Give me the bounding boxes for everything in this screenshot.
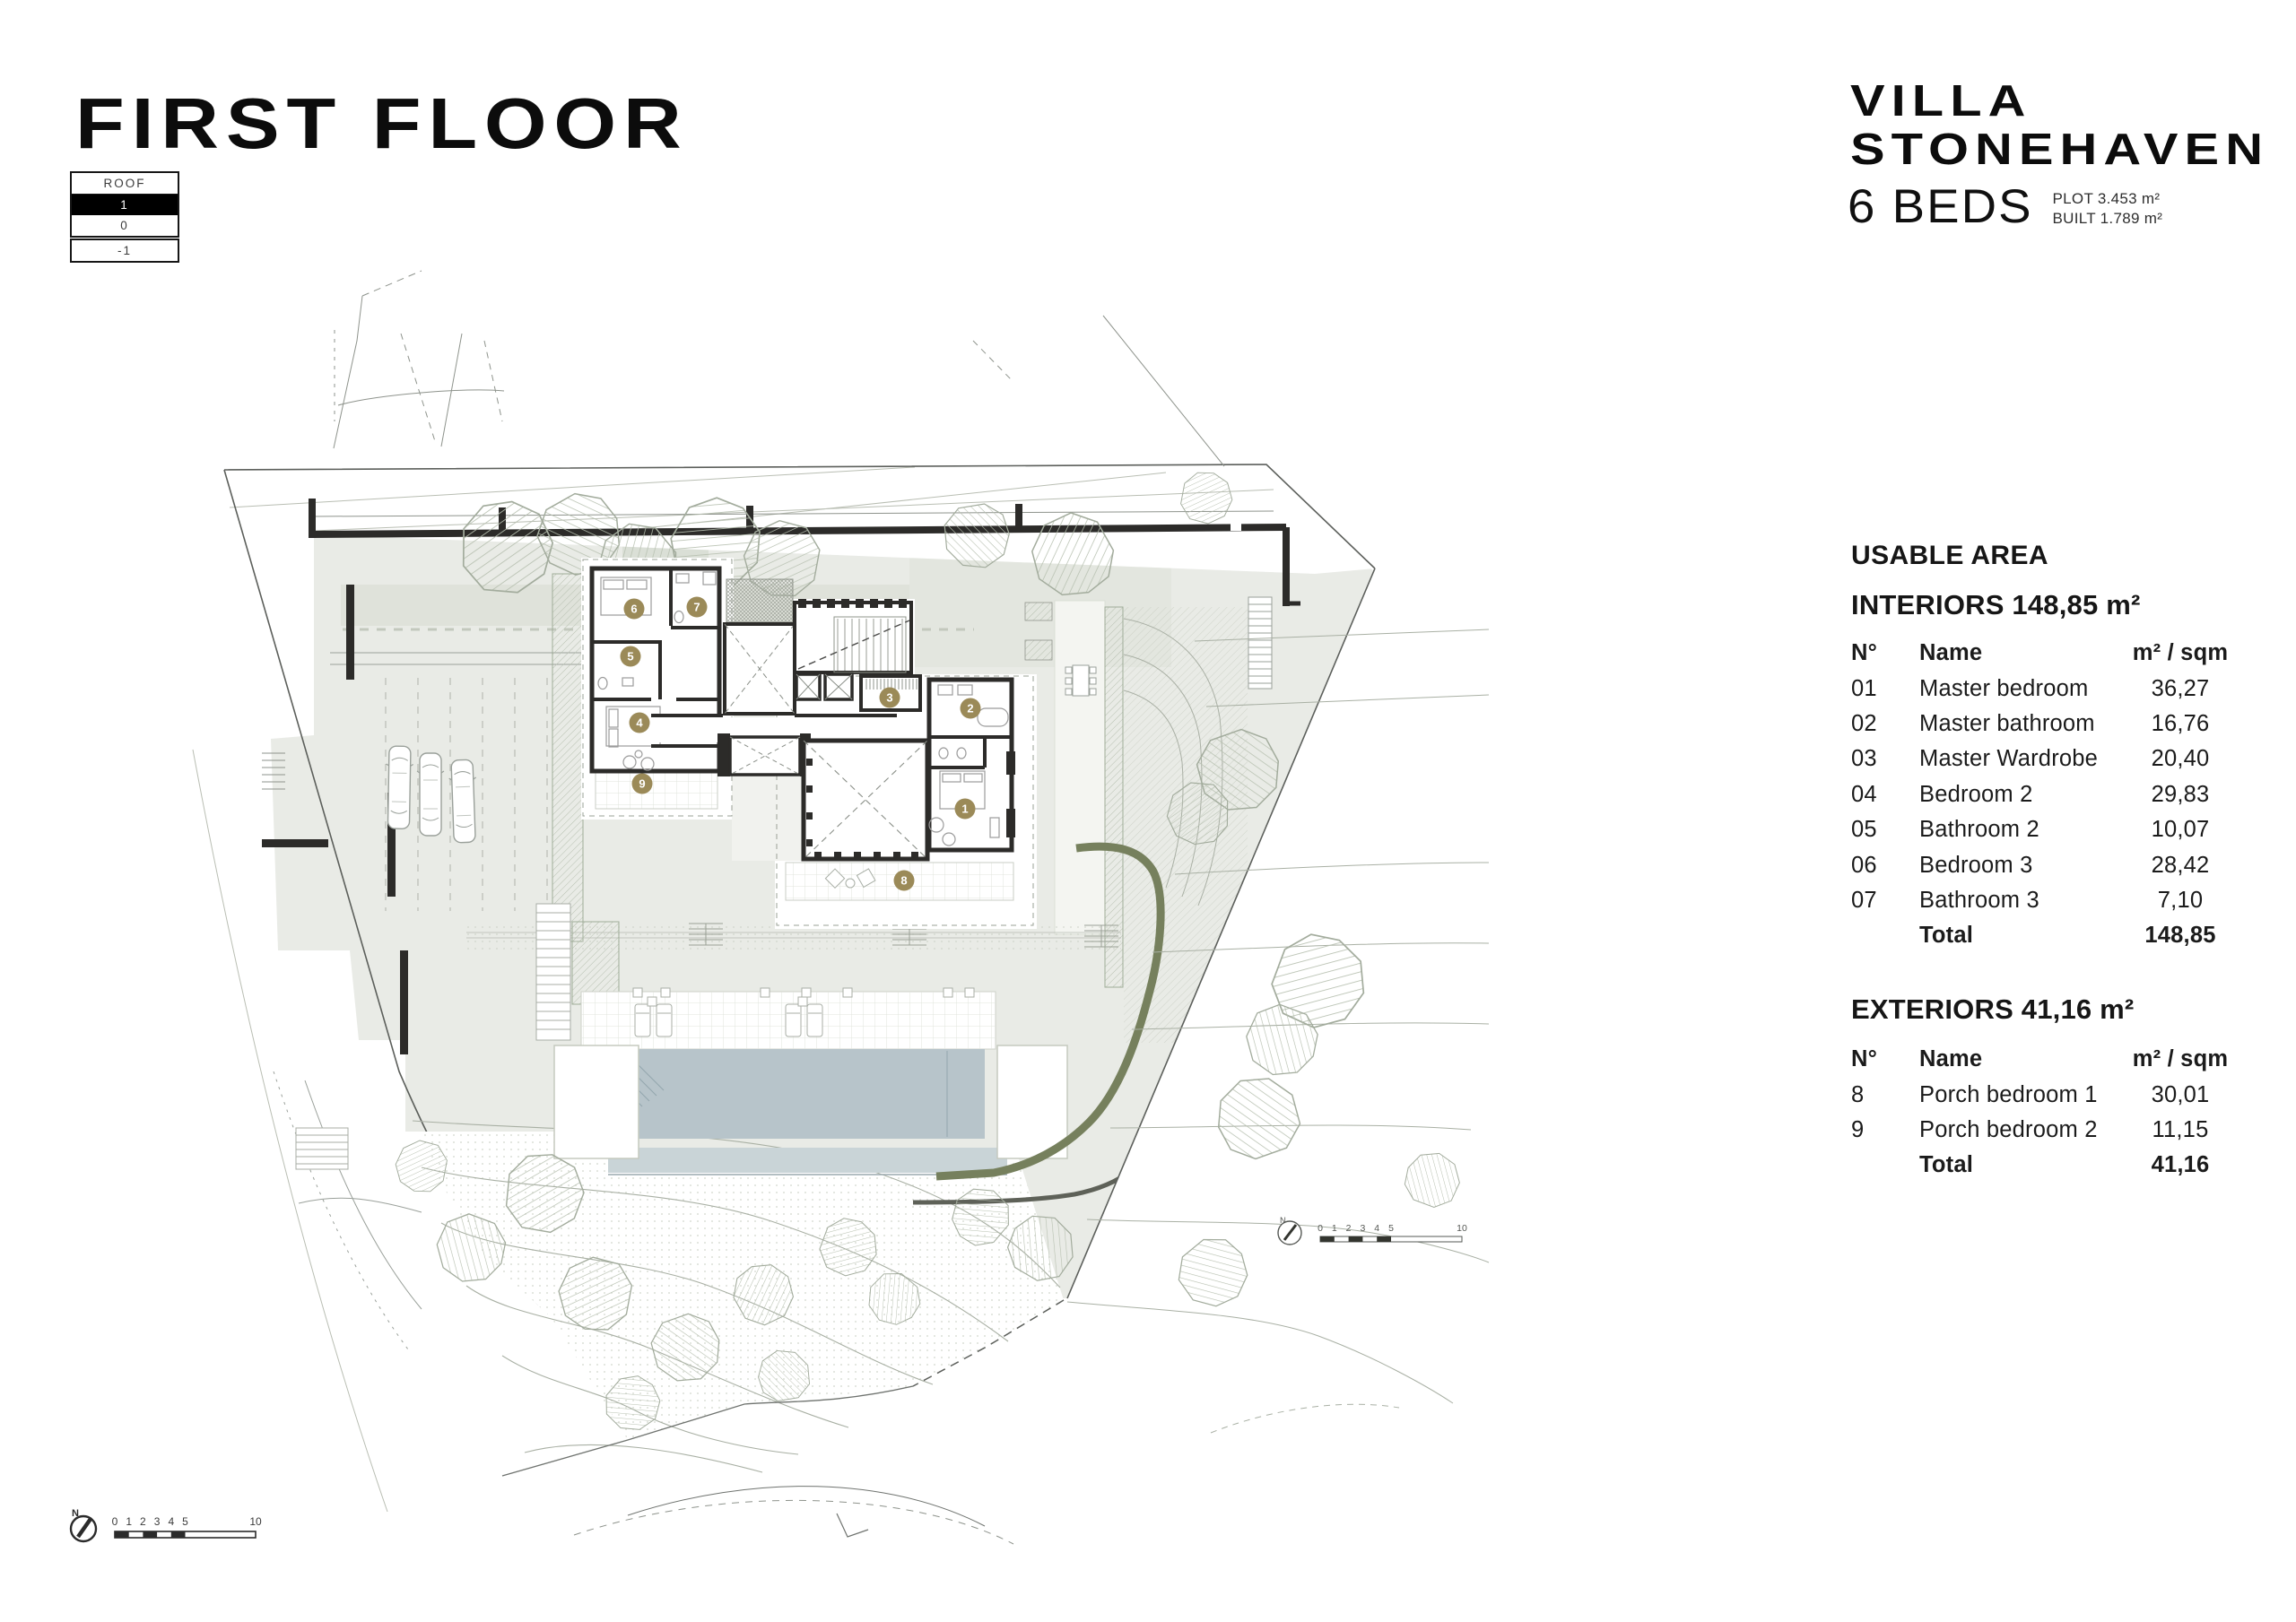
- table-row: [1851, 1077, 2242, 1112]
- pool-deck-right: [997, 1045, 1067, 1158]
- usable-area-heading: USABLE AREA: [1851, 541, 2048, 570]
- row-name: Porch bedroom 2: [1919, 1116, 2098, 1142]
- floor-selector: [70, 171, 179, 238]
- room-label-5: [621, 646, 641, 667]
- room-label-4-text: 4: [636, 716, 643, 730]
- table-row: [1851, 777, 2242, 812]
- row-sqm: 28,42: [2151, 852, 2210, 878]
- scale-tick: 4: [1374, 1223, 1380, 1234]
- row-n: 01: [1851, 675, 1877, 701]
- room-label-1: [955, 799, 976, 820]
- sheet-scale-bar: [71, 1508, 262, 1541]
- room-label-8: [894, 871, 915, 891]
- row-name: Porch bedroom 1: [1919, 1081, 2098, 1107]
- table-row: [1851, 812, 2242, 847]
- table-row: [1851, 671, 2242, 706]
- page-title: FIRST FLOOR: [75, 83, 689, 163]
- interiors-table: [1851, 636, 2242, 954]
- room-label-4: [630, 713, 650, 733]
- interiors-total-row: [1851, 918, 2242, 953]
- row-n: 05: [1851, 817, 1877, 843]
- swimming-pool: [624, 1049, 985, 1139]
- beds-count: 6 BEDS: [1848, 180, 2033, 233]
- row-sqm: 10,07: [2151, 817, 2210, 843]
- room-label-5-text: 5: [627, 649, 634, 664]
- car: [417, 753, 444, 836]
- scale-tick: 3: [1360, 1223, 1366, 1234]
- row-sqm: 29,83: [2151, 781, 2210, 807]
- exteriors-total-row: [1851, 1148, 2242, 1183]
- row-n: 8: [1851, 1081, 1865, 1107]
- interiors-table-header: [1851, 636, 2242, 671]
- scale-tick: 4: [168, 1515, 175, 1528]
- row-n: 07: [1851, 887, 1877, 913]
- floor-selector-item-roof: ROOF: [72, 173, 178, 195]
- table-row: [1851, 707, 2242, 742]
- scale-tick: 1: [1331, 1223, 1337, 1234]
- room-label-7-text: 7: [693, 600, 700, 614]
- scale-tick: 0: [111, 1515, 118, 1528]
- row-sqm: 30,01: [2151, 1081, 2210, 1107]
- hedge-strip: [552, 574, 583, 941]
- row-sqm: 16,76: [2151, 710, 2210, 736]
- col-header-n: N°: [1851, 1046, 1878, 1072]
- scale-tick: 2: [140, 1515, 146, 1528]
- built-area: BUILT 1.789 m²: [2052, 210, 2163, 227]
- scale-tick: 10: [249, 1515, 262, 1528]
- room-label-2-text: 2: [967, 701, 974, 716]
- room-label-7: [687, 597, 708, 618]
- scale-tick: 1: [126, 1515, 133, 1528]
- row-n: 02: [1851, 710, 1877, 736]
- row-name: Master Wardrobe: [1919, 746, 2099, 772]
- plot-area: PLOT 3.453 m²: [2052, 190, 2161, 207]
- row-name: Bedroom 3: [1919, 852, 2033, 878]
- porch-bedroom-2: [596, 773, 718, 809]
- row-sqm: 7,10: [2157, 887, 2204, 913]
- room-label-6: [624, 599, 645, 620]
- total-label: Total: [1919, 1152, 1974, 1178]
- exteriors-table: [1851, 1042, 2242, 1184]
- row-name: Bathroom 2: [1919, 817, 2039, 843]
- room-label-9-text: 9: [639, 776, 646, 791]
- villa-name-line1: VILLA: [1850, 77, 2032, 126]
- row-name: Bedroom 2: [1919, 781, 2033, 807]
- room-label-8-text: 8: [900, 873, 908, 888]
- car: [385, 746, 413, 829]
- outdoor-dining-table: [1065, 665, 1096, 696]
- row-name: Bathroom 3: [1919, 887, 2039, 913]
- row-sqm: 20,40: [2151, 746, 2210, 772]
- table-row: [1851, 883, 2242, 918]
- table-row: [1851, 1113, 2242, 1148]
- col-header-name: Name: [1919, 1046, 1983, 1072]
- total-value: 41,16: [2151, 1152, 2210, 1178]
- scale-tick: 2: [1345, 1223, 1352, 1234]
- north-label: N: [72, 1508, 79, 1519]
- room-label-2: [961, 698, 981, 719]
- col-header-name: Name: [1919, 640, 1983, 666]
- floor-selector-item-minus1: -1: [117, 244, 132, 257]
- north-label: N: [1280, 1216, 1286, 1226]
- table-row: [1851, 847, 2242, 882]
- scale-tick: 3: [153, 1515, 161, 1528]
- villa-name-line2: STONEHAVEN: [1850, 126, 2270, 174]
- total-label: Total: [1919, 923, 1974, 949]
- scale-tick: 5: [182, 1515, 188, 1528]
- room-label-1-text: 1: [961, 802, 969, 816]
- floor-selector-basement: [70, 239, 179, 263]
- total-value: 148,85: [2144, 923, 2216, 949]
- exteriors-heading: EXTERIORS 41,16 m²: [1851, 993, 2135, 1025]
- interiors-heading: INTERIORS 148,85 m²: [1851, 589, 2141, 620]
- villa-name: [1850, 77, 2269, 174]
- exteriors-table-header: [1851, 1042, 2242, 1077]
- row-name: Master bedroom: [1919, 675, 2089, 701]
- row-n: 9: [1851, 1116, 1865, 1142]
- scale-tick: 0: [1318, 1223, 1323, 1234]
- row-sqm: 11,15: [2152, 1116, 2209, 1142]
- plot-built-areas: [2053, 179, 2163, 229]
- floor-selector-item-1-active: 1: [72, 195, 178, 215]
- row-n: 03: [1851, 746, 1877, 772]
- beds-summary: [1848, 179, 2162, 234]
- room-label-6-text: 6: [631, 602, 638, 616]
- pool-overflow: [608, 1148, 1007, 1173]
- floor-selector-item-0: 0: [120, 219, 129, 232]
- table-row: [1851, 742, 2242, 776]
- pool-deck-left: [554, 1045, 639, 1158]
- col-header-sqm: m² / sqm: [2132, 1046, 2229, 1072]
- col-header-sqm: m² / sqm: [2132, 640, 2229, 666]
- room-label-3: [880, 688, 900, 708]
- row-name: Master bathroom: [1919, 710, 2095, 736]
- col-header-n: N°: [1851, 640, 1878, 666]
- room-label-3-text: 3: [886, 690, 893, 705]
- scale-tick: 10: [1457, 1223, 1467, 1234]
- room-label-9: [632, 774, 653, 794]
- row-n: 04: [1851, 781, 1877, 807]
- row-n: 06: [1851, 852, 1877, 878]
- row-sqm: 36,27: [2151, 675, 2210, 701]
- scale-tick: 5: [1388, 1223, 1394, 1234]
